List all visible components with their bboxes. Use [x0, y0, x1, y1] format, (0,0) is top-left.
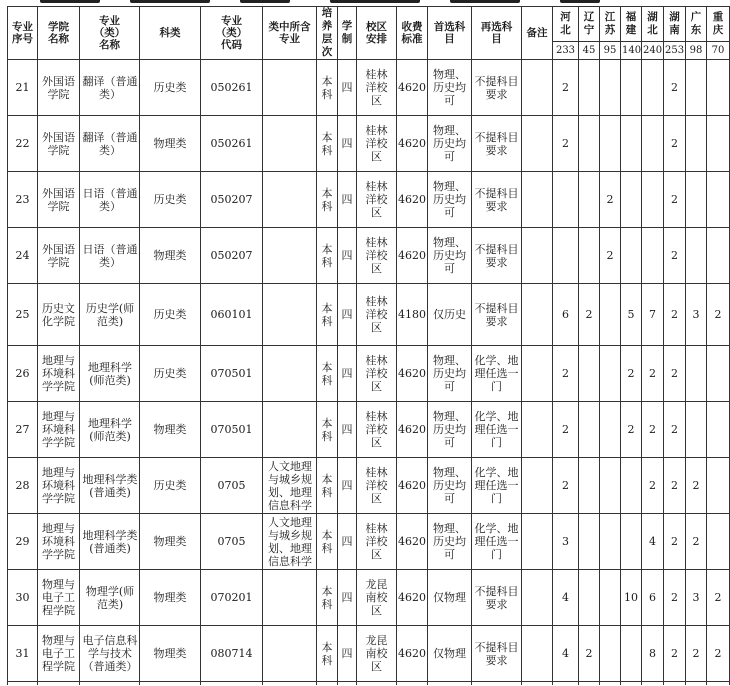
cell-campus: 桂林洋校区	[357, 60, 397, 116]
cell-quota: 2	[664, 60, 686, 116]
cell-fee: 4180	[397, 284, 428, 346]
cell-code: 050207	[201, 228, 263, 284]
cell-quota: 4	[553, 626, 579, 682]
cell-level: 本科	[317, 116, 338, 172]
header-college: 学院名称	[38, 7, 80, 60]
header-province: 辽宁	[579, 7, 600, 42]
cell-level: 本科	[317, 570, 338, 626]
province-total: 140	[621, 41, 642, 59]
cell-note	[522, 60, 553, 116]
header-level: 培养层次	[317, 7, 338, 60]
cell-in-class	[263, 346, 317, 402]
cell-second-subject: 化学、地理任选一门	[472, 514, 522, 570]
cell-fee: 4620	[397, 458, 428, 514]
cell-category: 历史类	[140, 172, 201, 228]
cell-quota	[600, 458, 621, 514]
cell-category: 历史类	[140, 458, 201, 514]
cell-major: 地理科学类(普通类)	[80, 458, 140, 514]
header-seq: 专业序号	[8, 7, 38, 60]
cell-quota	[579, 172, 600, 228]
header-first-subject: 首选科目	[428, 7, 472, 60]
cell-quota: 2	[642, 402, 664, 458]
cell-years: 四	[338, 570, 357, 626]
admission-plan-table	[7, 6, 730, 685]
cell-quota	[600, 570, 621, 626]
cell-quota: 2	[553, 458, 579, 514]
cell-years: 四	[338, 458, 357, 514]
cell-quota	[600, 284, 621, 346]
cell-category: 物理类	[140, 626, 201, 682]
cell-years: 四	[338, 116, 357, 172]
cell-in-class	[263, 402, 317, 458]
cell-second-subject: 不提科目要求	[472, 116, 522, 172]
cell-quota: 2	[664, 458, 686, 514]
cell-code: 070501	[201, 346, 263, 402]
cell-note	[522, 346, 553, 402]
cell-years: 四	[338, 172, 357, 228]
cell-quota	[621, 514, 642, 570]
cell-fee: 4620	[397, 570, 428, 626]
cell-level: 本科	[317, 514, 338, 570]
cell-quota: 4	[553, 570, 579, 626]
cell-quota	[621, 60, 642, 116]
cell-note	[522, 172, 553, 228]
header-years: 学制	[338, 7, 357, 60]
cell-quota: 2	[686, 514, 707, 570]
cell-quota	[600, 346, 621, 402]
cell-college: 外国语学院	[38, 60, 80, 116]
cell-quota: 2	[600, 228, 621, 284]
header-province: 江苏	[600, 7, 621, 42]
cell-quota	[642, 228, 664, 284]
cell-quota: 2	[686, 458, 707, 514]
cell-campus: 桂林洋校区	[357, 228, 397, 284]
cell-quota	[642, 172, 664, 228]
cell-campus: 桂林洋校区	[357, 172, 397, 228]
cell-major: 翻译（普通类）	[80, 60, 140, 116]
cell-fee: 4620	[397, 626, 428, 682]
province-total: 95	[600, 41, 621, 59]
table-row	[8, 284, 730, 346]
cell-college: 外国语学院	[38, 116, 80, 172]
cell-quota: 2	[579, 626, 600, 682]
cell-second-subject: 不提科目要求	[472, 60, 522, 116]
province-total: 240	[642, 41, 664, 59]
cell-major: 日语（普通类）	[80, 228, 140, 284]
cell-seq: 24	[8, 228, 38, 284]
cell-major: 翻译（普通类）	[80, 116, 140, 172]
cell-in-class: 人文地理与城乡规划、地理信息科学	[263, 458, 317, 514]
cell-college: 物理与电子工程学院	[38, 570, 80, 626]
cell-major: 地理科学(师范类)	[80, 346, 140, 402]
cell-quota	[707, 402, 730, 458]
cell-quota	[600, 60, 621, 116]
cell-level: 本科	[317, 284, 338, 346]
cell-quota	[707, 116, 730, 172]
cell-second-subject: 化学、地理任选一门	[472, 346, 522, 402]
cell-campus: 桂林洋校区	[357, 346, 397, 402]
cell-code: 050207	[201, 172, 263, 228]
cell-quota	[579, 346, 600, 402]
table-row	[8, 402, 730, 458]
cell-major: 电子信息科学与技术（普通类）	[80, 626, 140, 682]
cell-seq: 31	[8, 626, 38, 682]
cell-quota	[621, 228, 642, 284]
cell-quota: 2	[621, 346, 642, 402]
cell-fee: 4620	[397, 60, 428, 116]
cell-second-subject: 不提科目要求	[472, 228, 522, 284]
cell-quota	[686, 60, 707, 116]
cell-years: 四	[338, 284, 357, 346]
cell-level: 本科	[317, 60, 338, 116]
cell-quota	[621, 116, 642, 172]
cell-college: 外国语学院	[38, 172, 80, 228]
cell-quota	[686, 116, 707, 172]
cell-campus: 龙昆南校区	[357, 626, 397, 682]
cell-quota: 2	[664, 346, 686, 402]
cell-code: 060101	[201, 284, 263, 346]
cell-major: 地理科学类(普通类)	[80, 514, 140, 570]
cell-campus: 桂林洋校区	[357, 458, 397, 514]
cell-in-class	[263, 172, 317, 228]
cell-note	[522, 514, 553, 570]
cell-quota: 6	[553, 284, 579, 346]
cell-college: 历史文化学院	[38, 284, 80, 346]
cell-quota: 3	[686, 284, 707, 346]
cell-code: 070201	[201, 570, 263, 626]
cell-college: 外国语学院	[38, 228, 80, 284]
cell-quota	[707, 346, 730, 402]
cell-college: 地理与环境科学学院	[38, 402, 80, 458]
cell-second-subject: 化学、地理任选一门	[472, 402, 522, 458]
province-total: 70	[707, 41, 730, 59]
cell-quota: 4	[642, 514, 664, 570]
table-row	[8, 228, 730, 284]
cell-quota	[642, 60, 664, 116]
cell-quota: 5	[621, 284, 642, 346]
cell-quota: 2	[664, 514, 686, 570]
cell-quota: 7	[642, 284, 664, 346]
cell-major: 物理学(师范类)	[80, 570, 140, 626]
cell-in-class	[263, 116, 317, 172]
cell-level: 本科	[317, 346, 338, 402]
cell-level: 本科	[317, 228, 338, 284]
cell-quota: 2	[642, 458, 664, 514]
cell-level: 本科	[317, 402, 338, 458]
header-note: 备注	[522, 7, 553, 60]
cell-quota	[707, 458, 730, 514]
cell-quota	[642, 116, 664, 172]
cell-category: 历史类	[140, 60, 201, 116]
cell-category: 历史类	[140, 346, 201, 402]
cell-quota	[707, 228, 730, 284]
province-total: 98	[686, 41, 707, 59]
cell-quota	[621, 458, 642, 514]
cell-seq: 29	[8, 514, 38, 570]
cell-campus: 桂林洋校区	[357, 116, 397, 172]
cell-first-subject: 物理、历史均可	[428, 402, 472, 458]
cell-note	[522, 458, 553, 514]
cell-quota	[579, 116, 600, 172]
cell-quota	[686, 172, 707, 228]
cell-quota	[579, 514, 600, 570]
table-row	[8, 172, 730, 228]
cell-quota	[579, 60, 600, 116]
cell-code: 070501	[201, 402, 263, 458]
cell-quota	[707, 172, 730, 228]
province-total: 253	[664, 41, 686, 59]
cell-college: 物理与电子工程学院	[38, 626, 80, 682]
province-total: 233	[553, 41, 579, 59]
cell-major: 历史学(师范类)	[80, 284, 140, 346]
cell-quota: 6	[642, 570, 664, 626]
cell-quota: 2	[664, 228, 686, 284]
cell-category: 物理类	[140, 570, 201, 626]
cell-second-subject: 不提科目要求	[472, 172, 522, 228]
cell-first-subject: 物理、历史均可	[428, 514, 472, 570]
header-province: 湖南	[664, 7, 686, 42]
cell-code: 0705	[201, 458, 263, 514]
header-fee: 收费标准	[397, 7, 428, 60]
header-province: 河北	[553, 7, 579, 42]
cell-first-subject: 仅历史	[428, 284, 472, 346]
cell-quota	[621, 172, 642, 228]
cell-seq: 22	[8, 116, 38, 172]
cell-first-subject: 仅物理	[428, 626, 472, 682]
cell-fee: 4620	[397, 514, 428, 570]
cell-code: 080714	[201, 626, 263, 682]
cell-campus: 桂林洋校区	[357, 402, 397, 458]
header-code: 专业（类）代码	[201, 7, 263, 60]
cell-seq: 27	[8, 402, 38, 458]
province-total: 45	[579, 41, 600, 59]
cell-quota: 2	[600, 172, 621, 228]
cell-seq: 25	[8, 284, 38, 346]
cell-first-subject: 物理、历史均可	[428, 116, 472, 172]
cell-quota: 2	[664, 626, 686, 682]
cell-level: 本科	[317, 458, 338, 514]
cell-quota	[600, 116, 621, 172]
cell-quota	[686, 228, 707, 284]
cell-code: 0705	[201, 514, 263, 570]
header-province: 重庆	[707, 7, 730, 42]
cell-quota: 2	[553, 116, 579, 172]
cell-code: 050261	[201, 60, 263, 116]
cell-note	[522, 228, 553, 284]
cell-quota: 2	[579, 284, 600, 346]
cell-second-subject: 化学、地理任选一门	[472, 458, 522, 514]
cell-quota	[600, 402, 621, 458]
cell-quota: 2	[553, 402, 579, 458]
cell-quota: 2	[553, 60, 579, 116]
cell-first-subject: 物理、历史均可	[428, 228, 472, 284]
cell-quota	[686, 346, 707, 402]
cell-campus: 桂林洋校区	[357, 514, 397, 570]
table-row	[8, 626, 730, 682]
cell-quota	[579, 570, 600, 626]
cell-quota: 2	[553, 346, 579, 402]
header-province: 福建	[621, 7, 642, 42]
cell-note	[522, 402, 553, 458]
cell-category: 物理类	[140, 514, 201, 570]
cell-quota: 2	[664, 402, 686, 458]
cell-second-subject: 不提科目要求	[472, 626, 522, 682]
cell-quota	[707, 60, 730, 116]
cell-in-class	[263, 626, 317, 682]
header-category: 科类	[140, 7, 201, 60]
cell-major: 地理科学(师范类)	[80, 402, 140, 458]
cell-years: 四	[338, 228, 357, 284]
cell-note	[522, 116, 553, 172]
cell-seq: 23	[8, 172, 38, 228]
cell-quota: 3	[553, 514, 579, 570]
cell-quota	[579, 402, 600, 458]
cell-fee: 4620	[397, 172, 428, 228]
table-row	[8, 116, 730, 172]
cell-first-subject: 物理、历史均可	[428, 458, 472, 514]
cell-quota: 2	[664, 570, 686, 626]
header-second-subject: 再选科目	[472, 7, 522, 60]
table-row	[8, 570, 730, 626]
header-row	[8, 7, 730, 42]
cell-category: 物理类	[140, 116, 201, 172]
table-row	[8, 60, 730, 116]
cell-category: 物理类	[140, 402, 201, 458]
cell-campus: 桂林洋校区	[357, 284, 397, 346]
cell-seq: 21	[8, 60, 38, 116]
cell-quota	[579, 228, 600, 284]
cell-level: 本科	[317, 172, 338, 228]
cell-quota	[553, 228, 579, 284]
cell-note	[522, 626, 553, 682]
cell-quota	[707, 514, 730, 570]
cell-quota	[686, 402, 707, 458]
cell-quota: 10	[621, 570, 642, 626]
cell-years: 四	[338, 626, 357, 682]
cell-fee: 4620	[397, 346, 428, 402]
cell-quota: 2	[642, 346, 664, 402]
cell-category: 物理类	[140, 228, 201, 284]
cell-college: 地理与环境科学学院	[38, 458, 80, 514]
header-in-class: 类中所含专业	[263, 7, 317, 60]
table-row	[8, 346, 730, 402]
table-row	[8, 514, 730, 570]
cell-years: 四	[338, 402, 357, 458]
cell-fee: 4620	[397, 116, 428, 172]
cell-years: 四	[338, 514, 357, 570]
cell-category: 历史类	[140, 284, 201, 346]
cell-major: 日语（普通类）	[80, 172, 140, 228]
cell-first-subject: 仅物理	[428, 570, 472, 626]
cell-quota	[600, 626, 621, 682]
header-campus: 校区安排	[357, 7, 397, 60]
cell-second-subject: 不提科目要求	[472, 284, 522, 346]
cell-quota: 2	[707, 626, 730, 682]
cell-campus: 龙昆南校区	[357, 570, 397, 626]
header-province: 广东	[686, 7, 707, 42]
cell-quota	[553, 172, 579, 228]
header-major: 专业（类）名称	[80, 7, 140, 60]
cell-seq: 30	[8, 570, 38, 626]
header-province: 湖北	[642, 7, 664, 42]
cell-quota: 2	[621, 402, 642, 458]
cell-seq: 28	[8, 458, 38, 514]
cell-note	[522, 570, 553, 626]
cell-quota: 2	[664, 116, 686, 172]
cell-years: 四	[338, 346, 357, 402]
table-row	[8, 458, 730, 514]
cell-quota: 8	[642, 626, 664, 682]
cell-in-class	[263, 228, 317, 284]
cell-level: 本科	[317, 626, 338, 682]
cell-quota	[600, 514, 621, 570]
cell-second-subject: 不提科目要求	[472, 570, 522, 626]
cell-first-subject: 物理、历史均可	[428, 60, 472, 116]
cell-quota: 3	[686, 570, 707, 626]
cell-code: 050261	[201, 116, 263, 172]
cell-in-class	[263, 570, 317, 626]
cell-quota	[579, 458, 600, 514]
cell-years: 四	[338, 60, 357, 116]
cell-seq: 26	[8, 346, 38, 402]
cell-first-subject: 物理、历史均可	[428, 172, 472, 228]
cell-quota	[621, 626, 642, 682]
cell-quota: 2	[664, 172, 686, 228]
cell-note	[522, 284, 553, 346]
cell-fee: 4620	[397, 402, 428, 458]
cell-first-subject: 物理、历史均可	[428, 346, 472, 402]
cell-quota: 2	[707, 284, 730, 346]
cell-in-class: 人文地理与城乡规划、地理信息科学	[263, 514, 317, 570]
cell-college: 地理与环境科学学院	[38, 514, 80, 570]
cell-quota: 2	[664, 284, 686, 346]
cell-quota: 2	[707, 570, 730, 626]
cell-in-class	[263, 60, 317, 116]
cell-quota: 2	[686, 626, 707, 682]
cell-college: 地理与环境科学学院	[38, 346, 80, 402]
cell-fee: 4620	[397, 228, 428, 284]
cell-in-class	[263, 284, 317, 346]
